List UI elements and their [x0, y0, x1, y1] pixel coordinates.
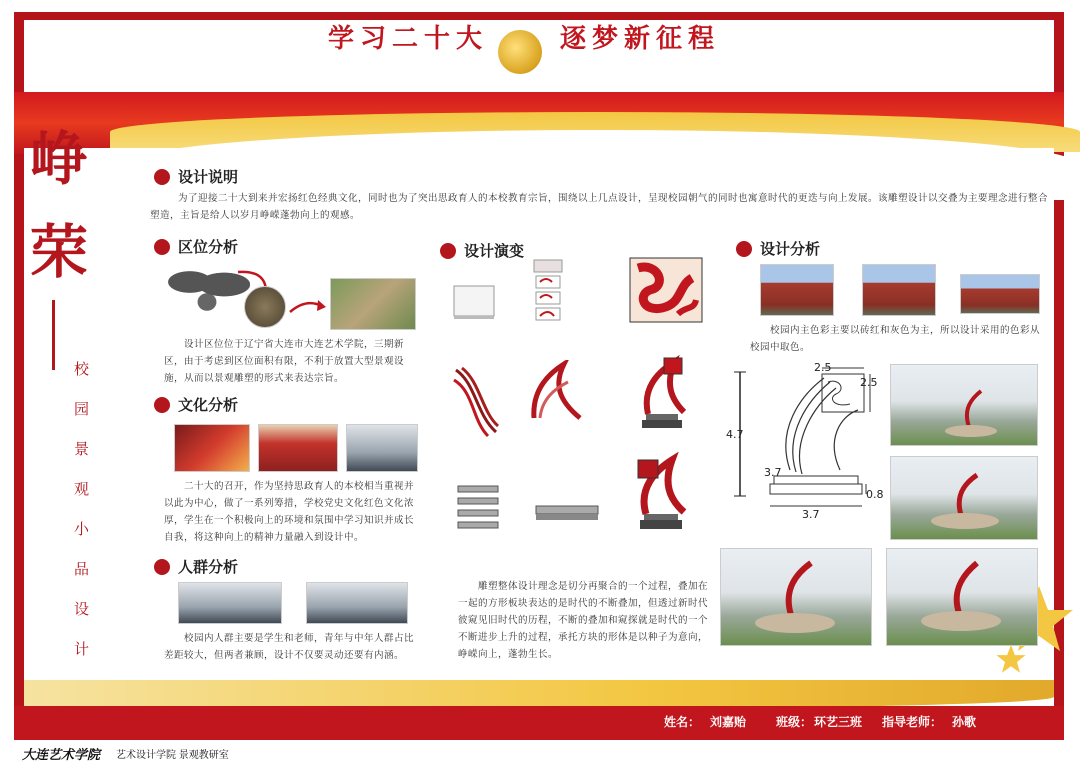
culture-heading — [154, 394, 238, 415]
name-label: 姓名： — [664, 715, 701, 729]
campus-building-photo-2 — [862, 264, 936, 316]
region-map-image — [244, 286, 286, 328]
design-desc-text: 为了迎接二十大到来并宏扬红色经典文化，同时也为了突出思政育人的本校教育宗旨，围绕以上几点设计，呈现校园朝气的同时也寓意时代的更迭与向上发展。该雕塑设计以交叠为主要理念进行整合塑造，主旨是给人以岁月峥嵘蓬勃向上的观感。 — [150, 193, 1049, 221]
evolution-slab-model — [450, 280, 500, 322]
vertical-divider — [52, 300, 55, 370]
campus-building-photo-3 — [960, 274, 1040, 314]
teacher-value: 孙歌 — [952, 715, 977, 729]
crowd-text: 校园内人群主要是学生和老师，青年与中年人群占比差距较大，但两者兼顾，设计不仅要灵动还要有内涵。 — [164, 633, 415, 661]
evolution-flame-form — [528, 360, 584, 424]
school-subtitle: 艺术设计学院 景观教研室 — [116, 750, 229, 761]
class-value: 环艺三班 — [814, 715, 863, 729]
vertical-small-4: 小 — [74, 520, 90, 538]
culture-title: 文化分析 — [178, 396, 239, 414]
render-view-2 — [890, 456, 1038, 540]
evolution-text: 雕塑整体设计理念是切分再聚合的一个过程，叠加在一起的方形板块表达的是时代的不断叠加，但透过新时代彼窥见旧时代的历程，不断的叠加和窥探就是时代的一个不断进步上升的过程，承托方块的形体是以种子为意向，峥嵘向上，蓬勃生长。 — [458, 581, 709, 660]
congress-meeting-photo — [346, 424, 418, 472]
evolution-heading — [440, 240, 524, 261]
vertical-small-6: 设 — [74, 600, 90, 618]
evolution-cut-panels — [530, 258, 570, 328]
evolution-pattern-tile — [628, 256, 704, 326]
culture-text: 二十大的召开，作为坚持思政育人的本校相当重视并以此为中心，做了一系列筹措，学校党史文化红色文化浓厚，学生在一个积极向上的环境和氛围中学习知识并成长自我，将这种向上的精神力量融入到设计中。 — [164, 481, 415, 543]
vertical-small-7: 计 — [74, 640, 90, 658]
bottom-gold-band — [24, 680, 1054, 708]
crowd-heading — [154, 556, 238, 577]
vertical-small-2: 景 — [74, 440, 90, 458]
render-sculpture-icon-2 — [891, 457, 1037, 539]
bullet-icon — [736, 241, 752, 257]
vertical-char-1: 峥 — [30, 125, 89, 193]
evolution-curve-strips — [452, 364, 502, 438]
evolution-sculpture-1 — [634, 354, 690, 434]
congress-hall-photo-2 — [258, 424, 338, 472]
dim-height: 4.7 — [726, 428, 744, 441]
classroom-photo-1 — [178, 582, 282, 624]
party-emblem-icon — [498, 30, 542, 74]
bullet-icon — [154, 397, 170, 413]
analysis-heading — [736, 238, 820, 259]
bullet-icon — [440, 243, 456, 259]
bullet-icon — [154, 559, 170, 575]
render-view-4 — [886, 548, 1038, 646]
title-left: 学习二十大 — [328, 24, 489, 54]
location-title: 区位分析 — [178, 238, 239, 256]
arrow-icon-2 — [288, 296, 328, 316]
render-sculpture-icon — [891, 365, 1037, 445]
analysis-text: 校园内主色彩主要以砖红和灰色为主，所以设计采用的色彩从校园中取色。 — [750, 325, 1041, 353]
bullet-icon — [154, 239, 170, 255]
title-right: 逐梦新征程 — [560, 24, 721, 54]
render-view-3 — [720, 548, 872, 646]
vertical-small-5: 品 — [74, 560, 90, 578]
evolution-stack-slabs — [452, 482, 504, 540]
teacher-label: 指导老师： — [882, 715, 943, 729]
congress-hall-photo-1 — [174, 424, 250, 472]
dim-top-width: 2.5 — [814, 361, 832, 374]
name-value: 刘嘉贻 — [710, 715, 747, 729]
design-desc-heading — [154, 166, 238, 187]
vertical-small-1: 园 — [74, 400, 90, 418]
school-logo-text: 大连艺术学院 — [22, 748, 101, 763]
dim-mid: 3.7 — [764, 466, 782, 479]
render-sculpture-icon-4 — [887, 549, 1037, 645]
evolution-sculpture-2 — [630, 452, 692, 536]
small-star-icon — [996, 644, 1026, 674]
dim-top-height: 2.5 — [860, 376, 878, 389]
dim-base-width: 3.7 — [802, 508, 820, 521]
campus-aerial-image — [330, 278, 416, 330]
crowd-title: 人群分析 — [178, 558, 239, 576]
bullet-icon — [154, 169, 170, 185]
evolution-title: 设计演变 — [464, 242, 525, 260]
render-view-1 — [890, 364, 1038, 446]
campus-building-photo-1 — [760, 264, 834, 316]
analysis-title: 设计分析 — [760, 240, 821, 258]
design-desc-title: 设计说明 — [178, 168, 239, 186]
location-heading — [154, 236, 238, 257]
dim-base-height: 0.8 — [866, 488, 884, 501]
render-sculpture-icon-3 — [721, 549, 871, 645]
classroom-photo-2 — [306, 582, 408, 624]
class-label: 班级： — [776, 715, 813, 729]
vertical-char-2: 荣 — [30, 218, 89, 286]
vertical-small-0: 校 — [74, 360, 90, 378]
evolution-base-slab — [532, 498, 604, 528]
vertical-small-3: 观 — [74, 480, 90, 498]
location-text: 设计区位位于辽宁省大连市大连艺术学院，三期新区，由于考虑到区位面积有限，不利于放置大型景观设施，从而以景观雕塑的形式来表达宗旨。 — [164, 339, 405, 384]
